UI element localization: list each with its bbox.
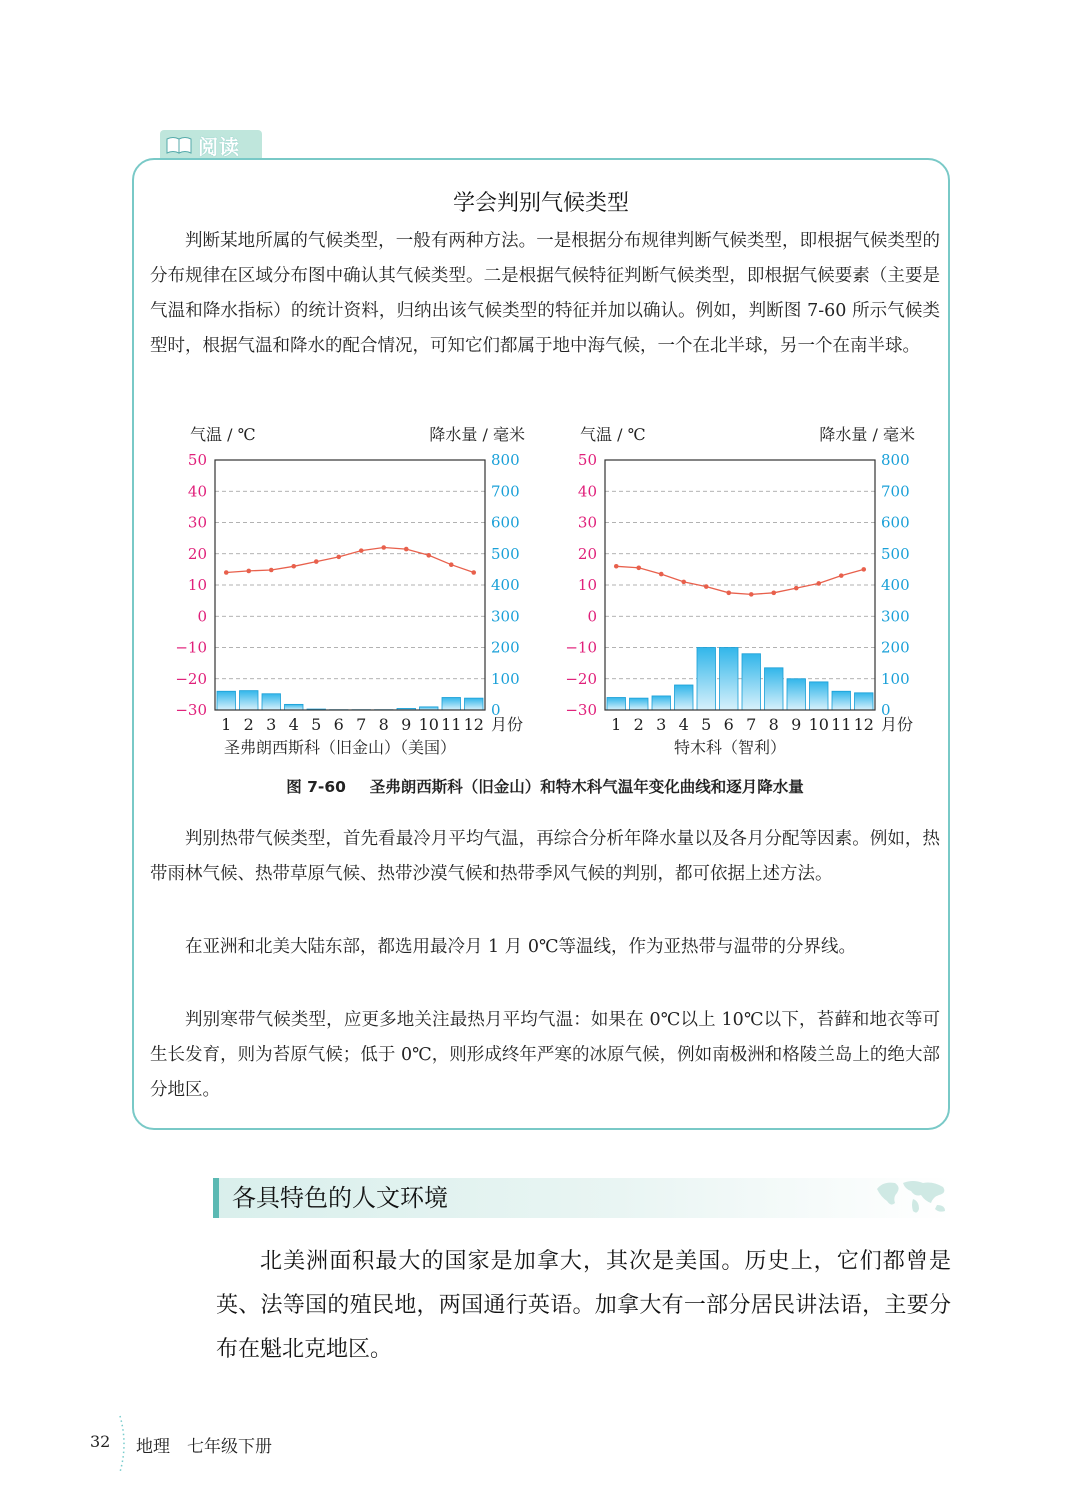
chart1-precip-bar [810,682,829,710]
reading-tab-label: 阅读 [198,134,240,159]
chart0-x-tick-label: 9 [401,715,412,734]
chart1-x-tick-label: 3 [656,715,667,734]
chart1-temperature-point [614,564,619,569]
chart0-temperature-point [336,555,341,560]
reading-paragraph-2: 判别热带气候类型，首先看最冷月平均气温，再综合分析年降水量以及各月分配等因素。例如，热带雨林气候、热带草原气候、热带沙漠气候和热带季风气候的判别，都可依据上述方法。 [150,829,940,884]
reading-tab [160,130,262,160]
chart0-temperature-point [381,545,386,550]
chart0-x-tick-label: 11 [441,715,462,734]
chart0-left-tick-label: 10 [187,576,207,594]
chart0-temperature-point [471,570,476,575]
chart0-temperature-point [449,562,454,567]
chart1-left-tick-label: 20 [577,544,597,563]
chart1-x-tick-label: 11 [831,715,852,734]
chart1-x-tick-label: 10 [808,715,829,734]
chart0-left-tick-label: 50 [187,451,207,469]
chart1-ylabel-left: 气温 / ℃ [580,425,646,444]
chart0-temperature-line [226,548,473,573]
chart1-temperature-line [616,566,864,594]
chart1-temperature-point [839,573,844,578]
book-icon [166,136,192,154]
chart0-right-tick-label: 200 [491,638,520,657]
chart0-x-tick-label: 12 [463,715,484,734]
chart0-precip-bar [442,698,461,711]
chart1-right-tick-label: 0 [881,701,891,719]
figure-number: 图 7-60 [286,778,346,796]
world-map-icon [873,1177,951,1217]
chart0-temperature-point [426,553,431,558]
chart0-right-tick-label: 300 [491,607,520,626]
chart0-temperature-point [404,547,409,552]
reading-paragraph-3: 在亚洲和北美大陆东部，都选用最冷月 1 月 0℃等温线，作为亚热带与温带的分界线。 [185,937,857,957]
chart0-x-tick-label: 2 [243,715,254,734]
chart1-temperature-point [636,566,641,571]
chart1-x-tick-label: 4 [678,715,689,734]
reading-paragraph-4: 判别寒带气候类型，应更多地关注最热月平均气温：如果在 0℃以上 10℃以下，苔藓和地衣等可生长发育，则为苔原气候；低于 0℃，则形成终年严寒的冰原气候，例如南极洲和格陵兰岛上的绝大部分地区。 [150,1010,940,1100]
chart1-temperature-point [816,581,821,586]
chart0-precip-bar [240,691,259,710]
chart1-precip-bar [765,668,784,710]
chart1-precip-bar [742,654,761,710]
chart1-temperature-point [681,580,686,585]
chart1-ylabel-right: 降水量 / 毫米 [819,425,915,444]
chart1-x-tick-label: 1 [611,715,622,734]
chart0-right-tick-label: 700 [491,482,520,501]
chart1-precip-bar [832,691,851,710]
chart1-temperature-point [659,572,664,577]
chart0-left-tick-label: 0 [197,607,207,626]
chart1-station-name: 特木科（智利） [673,738,787,757]
chart1-precip-bar [607,698,626,711]
section-paragraph: 北美洲面积最大的国家是加拿大，其次是美国。历史上，它们都曾是英、法等国的殖民地，两国通行英语。加拿大有一部分居民讲法语，主要分布在魁北克地区。 [216,1249,951,1362]
chart0-precip-bar [465,698,484,710]
chart1-left-tick-label: −10 [565,638,597,657]
footer-dotted-arc [118,1414,128,1474]
section-title: 各具特色的人文环境 [232,1184,448,1212]
chart1-left-tick-label: 10 [577,576,597,594]
chart1-left-tick-label: 0 [587,607,597,626]
chart0-ylabel-left: 气温 / ℃ [190,425,256,444]
chart0-right-tick-label: 0 [491,701,501,719]
chart1-x-tick-label: 2 [633,715,644,734]
chart1-right-tick-label: 400 [881,576,910,594]
chart1-temperature-point [749,592,754,597]
figure-caption-text: 圣弗朗西斯科（旧金山）和特木科气温年变化曲线和逐月降水量 [369,778,804,796]
chart0-precip-bar [285,704,304,710]
chart0-x-tick-label: 4 [288,715,299,734]
chart1-x-tick-label: 7 [746,715,757,734]
chart1-right-tick-label: 600 [881,513,910,532]
chart0-left-tick-label: 40 [187,482,207,501]
chart1-precip-bar [697,648,716,711]
chart1-right-tick-label: 300 [881,607,910,626]
climate-charts [170,420,930,770]
chart0-x-tick-label: 3 [266,715,277,734]
chart0-right-tick-label: 400 [491,576,520,594]
chart0-x-tick-label: 6 [333,715,344,734]
chart0-left-tick-label: 20 [187,544,207,563]
chart1-right-tick-label: 100 [881,669,910,688]
chart1-left-tick-label: 40 [577,482,597,501]
chart1-temperature-point [794,586,799,591]
chart1-temperature-point [726,591,731,596]
chart1-temperature-point [771,591,776,596]
chart0-right-tick-label: 500 [491,544,520,563]
chart0-x-tick-label: 7 [356,715,367,734]
section-heading-bar [213,1178,219,1218]
chart1-x-tick-label: 5 [701,715,712,734]
reading-title: 学会判别气候类型 [452,191,629,216]
chart0-temperature-point [224,570,229,575]
chart0-x-tick-label: 10 [418,715,439,734]
chart1-x-tick-label: 12 [853,715,874,734]
chart1-x-tick-label: 8 [768,715,779,734]
figure-caption [150,775,940,797]
chart1-left-tick-label: 50 [577,451,597,469]
reading-paragraph-1: 判断某地所属的气候类型，一般有两种方法。一是根据分布规律判断气候类型，即根据气候类型的分布规律在区域分布图中确认其气候类型。二是根据气候特征判断气候类型，即根据气候要素（主要是气温和降水指标）的统计资料，归纳出该气候类型的特征并加以确认。例如，判断图 7-60 所示气候类型时，根据气温和降水的配合情况，可知它们都属于地中海气候，一个在北半球，另一个在南半球。 [150,231,940,356]
chart0-temperature-point [359,548,364,553]
chart1-right-tick-label: 500 [881,544,910,563]
chart0-temperature-point [291,564,296,569]
chart0-left-tick-label: −30 [175,701,207,719]
chart1-left-tick-label: −20 [565,669,597,688]
chart0-temperature-point [269,568,274,573]
chart0-temperature-point [246,569,251,574]
chart1-left-tick-label: 30 [577,513,597,532]
chart1-left-tick-label: −30 [565,701,597,719]
chart1-xlabel: 月份 [881,715,914,734]
chart1-precip-bar [787,679,806,710]
chart1-precip-bar [630,698,649,710]
chart0-x-tick-label: 8 [378,715,389,734]
chart1-precip-bar [855,693,874,710]
chart0-left-tick-label: 30 [187,513,207,532]
chart0-right-tick-label: 600 [491,513,520,532]
chart0-right-tick-label: 800 [491,451,520,469]
chart1-precip-bar [720,648,739,711]
chart0-x-tick-label: 5 [311,715,322,734]
chart0-left-tick-label: −20 [175,669,207,688]
chart0-xlabel: 月份 [491,715,524,734]
chart1-x-tick-label: 6 [723,715,734,734]
chart0-precip-bar [217,691,236,710]
book-title: 地理 七年级下册 [136,1437,272,1457]
chart1-precip-bar [675,685,694,710]
chart1-temperature-point [704,584,709,589]
chart1-precip-bar [652,696,671,710]
chart0-temperature-point [314,559,319,564]
chart1-right-tick-label: 700 [881,482,910,501]
chart1-temperature-point [861,567,866,572]
page-number: 32 [90,1432,111,1451]
chart0-x-tick-label: 1 [221,715,232,734]
chart0-ylabel-right: 降水量 / 毫米 [429,425,525,444]
chart0-precip-bar [262,694,281,710]
chart0-right-tick-label: 100 [491,669,520,688]
chart1-right-tick-label: 800 [881,451,910,469]
chart0-station-name: 圣弗朗西斯科（旧金山）（美国） [223,738,457,757]
chart1-x-tick-label: 9 [791,715,802,734]
chart0-left-tick-label: −10 [175,638,207,657]
chart1-right-tick-label: 200 [881,638,910,657]
